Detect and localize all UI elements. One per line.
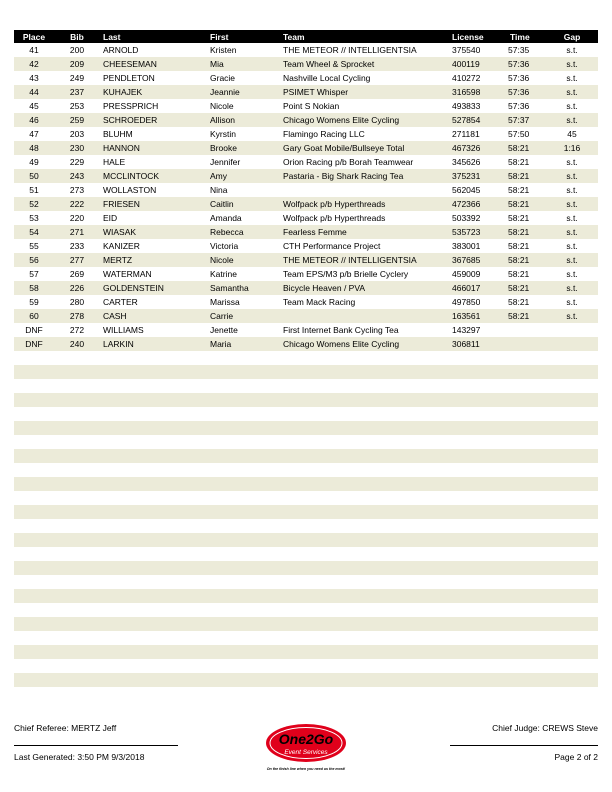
empty-row — [14, 449, 598, 463]
logo-subtitle: Event Services — [284, 749, 328, 756]
cell-team: Team EPS/M3 p/b Brielle Cyclery — [283, 269, 409, 279]
cell-place: 45 — [29, 101, 39, 111]
cell-gap: s.t. — [566, 297, 578, 307]
empty-row — [14, 547, 598, 561]
table-row — [14, 71, 598, 85]
empty-row — [14, 351, 598, 365]
cell-place: 42 — [29, 59, 39, 69]
cell-place: 55 — [29, 241, 39, 251]
cell-last: KUHAJEK — [103, 87, 143, 97]
table-row — [14, 253, 598, 267]
table-row — [14, 281, 598, 295]
cell-gap: s.t. — [566, 157, 578, 167]
cell-place: 59 — [29, 297, 39, 307]
cell-first: Amanda — [210, 213, 242, 223]
cell-team: Wolfpack p/b Hyperthreads — [283, 213, 386, 223]
cell-last: CARTER — [103, 297, 138, 307]
cell-gap: s.t. — [566, 311, 578, 321]
cell-place: 54 — [29, 227, 39, 237]
cell-team: CTH Performance Project — [283, 241, 381, 251]
cell-license: 497850 — [452, 297, 481, 307]
cell-license: 535723 — [452, 227, 481, 237]
cell-place: 50 — [29, 171, 39, 181]
header-gap: Gap — [563, 32, 581, 42]
table-row — [14, 239, 598, 253]
cell-license: 400119 — [452, 59, 480, 69]
cell-bib: 259 — [69, 115, 85, 125]
cell-place: 48 — [29, 143, 39, 153]
cell-first: Victoria — [210, 241, 239, 251]
cell-team: Chicago Womens Elite Cycling — [283, 115, 400, 125]
table-row — [14, 169, 598, 183]
cell-gap: s.t. — [566, 87, 578, 97]
cell-bib: 280 — [69, 297, 85, 307]
cell-team: Gary Goat Mobile/Bullseye Total — [283, 143, 405, 153]
cell-first: Nicole — [210, 101, 234, 111]
cell-license: 383001 — [452, 241, 481, 251]
cell-license: 143297 — [452, 325, 481, 335]
cell-place: 56 — [29, 255, 39, 265]
cell-time: 58:21 — [508, 311, 530, 321]
cell-license: 493833 — [452, 101, 481, 111]
table-row — [14, 113, 598, 127]
cell-last: KANIZER — [103, 241, 140, 251]
cell-last: PENDLETON — [103, 73, 155, 83]
cell-first: Kristen — [210, 45, 237, 55]
judge-signature-line — [450, 745, 598, 746]
cell-first: Maria — [210, 339, 232, 349]
empty-row — [14, 491, 598, 505]
table-row — [14, 127, 598, 141]
cell-first: Jennifer — [210, 157, 241, 167]
cell-place: 52 — [29, 199, 39, 209]
table-row — [14, 57, 598, 71]
cell-time: 58:21 — [508, 185, 530, 195]
cell-license: 271181 — [452, 129, 480, 139]
cell-team: Team Wheel & Sprocket — [283, 59, 375, 69]
cell-place: 57 — [29, 269, 39, 279]
cell-license: 466017 — [452, 283, 481, 293]
one2go-logo — [256, 723, 356, 775]
table-row — [14, 211, 598, 225]
cell-first: Brooke — [210, 143, 237, 153]
cell-gap: 1:16 — [563, 143, 581, 153]
empty-row — [14, 645, 598, 659]
empty-row — [14, 575, 598, 589]
cell-team: Orion Racing p/b Borah Teamwear — [283, 157, 414, 167]
cell-first: Kyrstin — [210, 129, 236, 139]
cell-team: THE METEOR // INTELLIGENTSIA — [283, 45, 417, 55]
cell-team: Wolfpack p/b Hyperthreads — [283, 199, 386, 209]
empty-row — [14, 421, 598, 435]
cell-time: 58:21 — [508, 297, 530, 307]
empty-row — [14, 393, 598, 407]
cell-gap: s.t. — [566, 115, 578, 125]
cell-bib: 240 — [69, 339, 85, 349]
cell-license: 316598 — [452, 87, 481, 97]
empty-row — [14, 631, 598, 645]
header-last: Last — [103, 32, 121, 42]
cell-license: 375231 — [452, 171, 481, 181]
cell-gap: s.t. — [566, 199, 578, 209]
cell-place: 43 — [29, 73, 39, 83]
cell-last: MERTZ — [103, 255, 133, 265]
cell-bib: 222 — [69, 199, 85, 209]
empty-row — [14, 505, 598, 519]
table-row — [14, 43, 598, 57]
cell-last: CHEESEMAN — [103, 59, 157, 69]
cell-time: 58:21 — [508, 213, 530, 223]
cell-last: WOLLASTON — [103, 185, 157, 195]
cell-first: Samantha — [210, 283, 249, 293]
page-number: Page 2 of 2 — [554, 752, 598, 762]
cell-bib: 200 — [69, 45, 85, 55]
cell-bib: 230 — [69, 143, 85, 153]
cell-place: 49 — [29, 157, 39, 167]
logo-tagline: On the finish line when you need us the most! — [266, 767, 346, 771]
table-row — [14, 267, 598, 281]
cell-bib: 226 — [69, 283, 85, 293]
cell-license: 503392 — [452, 213, 481, 223]
cell-bib: 273 — [69, 185, 85, 195]
table-header — [14, 30, 598, 43]
cell-time: 58:21 — [508, 157, 530, 167]
cell-license: 367685 — [452, 255, 481, 265]
cell-place: DNF — [25, 339, 43, 349]
cell-license: 410272 — [452, 73, 481, 83]
cell-team: Nashville Local Cycling — [283, 73, 371, 83]
header-place: Place — [22, 32, 46, 42]
last-generated: Last Generated: 3:50 PM 9/3/2018 — [14, 752, 145, 762]
cell-license: 562045 — [452, 185, 481, 195]
empty-row — [14, 659, 598, 673]
cell-time: 58:21 — [508, 255, 530, 265]
cell-time: 57:36 — [508, 73, 530, 83]
cell-last: GOLDENSTEIN — [103, 283, 164, 293]
empty-row — [14, 673, 598, 687]
cell-first: Nicole — [210, 255, 234, 265]
cell-last: BLUHM — [103, 129, 133, 139]
cell-gap: s.t. — [566, 241, 578, 251]
cell-gap: s.t. — [566, 283, 578, 293]
cell-license: 472366 — [452, 199, 481, 209]
cell-first: Nina — [210, 185, 228, 195]
cell-team: Point S Nokian — [283, 101, 340, 111]
cell-last: HALE — [103, 157, 126, 167]
cell-team: First Internet Bank Cycling Tea — [283, 325, 399, 335]
cell-license: 306811 — [452, 339, 480, 349]
cell-gap: s.t. — [566, 73, 578, 83]
cell-time: 57:37 — [508, 115, 530, 125]
table-row — [14, 85, 598, 99]
referee-signature-line — [14, 745, 178, 746]
cell-place: 41 — [29, 45, 39, 55]
empty-row — [14, 365, 598, 379]
cell-license: 467326 — [452, 143, 481, 153]
cell-team: THE METEOR // INTELLIGENTSIA — [283, 255, 417, 265]
table-row — [14, 99, 598, 113]
cell-gap: s.t. — [566, 45, 578, 55]
empty-row — [14, 589, 598, 603]
cell-gap: s.t. — [566, 171, 578, 181]
cell-last: WATERMAN — [103, 269, 152, 279]
cell-bib: 278 — [69, 311, 85, 321]
cell-gap: s.t. — [566, 101, 578, 111]
cell-last: WILLIAMS — [103, 325, 144, 335]
cell-place: 46 — [29, 115, 39, 125]
cell-bib: 271 — [69, 227, 85, 237]
cell-last: HANNON — [103, 143, 140, 153]
cell-time: 58:21 — [508, 227, 530, 237]
cell-team: Pastaria - Big Shark Racing Tea — [283, 171, 404, 181]
cell-gap: s.t. — [566, 59, 578, 69]
empty-row — [14, 379, 598, 393]
cell-time: 58:21 — [508, 269, 530, 279]
cell-bib: 237 — [69, 87, 85, 97]
header-license: License — [452, 32, 484, 42]
header-first: First — [210, 32, 229, 42]
header-team: Team — [283, 32, 305, 42]
empty-row — [14, 519, 598, 533]
cell-gap: s.t. — [566, 255, 578, 265]
cell-time: 57:36 — [508, 87, 530, 97]
cell-bib: 253 — [69, 101, 85, 111]
cell-last: ARNOLD — [103, 45, 139, 55]
cell-bib: 272 — [69, 325, 85, 335]
cell-time: 58:21 — [508, 283, 530, 293]
cell-first: Mia — [210, 59, 224, 69]
empty-row — [14, 603, 598, 617]
cell-team: Fearless Femme — [283, 227, 347, 237]
empty-row — [14, 435, 598, 449]
table-row — [14, 225, 598, 239]
cell-bib: 220 — [69, 213, 85, 223]
cell-first: Marissa — [210, 297, 240, 307]
table-row — [14, 197, 598, 211]
cell-last: SCHROEDER — [103, 115, 158, 125]
table-row — [14, 337, 598, 351]
cell-last: LARKIN — [103, 339, 134, 349]
empty-row — [14, 617, 598, 631]
empty-row — [14, 407, 598, 421]
cell-license: 163561 — [452, 311, 481, 321]
cell-license: 375540 — [452, 45, 481, 55]
cell-license: 345626 — [452, 157, 481, 167]
cell-place: 51 — [29, 185, 39, 195]
table-row — [14, 309, 598, 323]
cell-bib: 209 — [69, 59, 85, 69]
cell-time: 57:50 — [508, 129, 530, 139]
empty-row — [14, 561, 598, 575]
cell-place: 47 — [29, 129, 39, 139]
empty-rows — [14, 351, 598, 701]
table-row — [14, 141, 598, 155]
header-time: Time — [510, 32, 530, 42]
logo-wordmark: One2Go — [278, 731, 334, 747]
cell-last: PRESSPRICH — [103, 101, 159, 111]
empty-row — [14, 463, 598, 477]
cell-gap: s.t. — [566, 269, 578, 279]
cell-last: WIASAK — [103, 227, 137, 237]
cell-place: 58 — [29, 283, 39, 293]
cell-place: 53 — [29, 213, 39, 223]
cell-time: 57:36 — [508, 101, 530, 111]
cell-place: 44 — [29, 87, 39, 97]
cell-time: 57:35 — [508, 45, 530, 55]
cell-last: MCCLINTOCK — [103, 171, 160, 181]
cell-last: CASH — [103, 311, 127, 321]
chief-referee: Chief Referee: MERTZ Jeff — [14, 723, 117, 733]
header-bib: Bib — [70, 32, 84, 42]
cell-first: Caitlin — [210, 199, 234, 209]
cell-bib: 249 — [69, 73, 85, 83]
cell-bib: 269 — [69, 269, 85, 279]
table-row — [14, 323, 598, 337]
cell-time: 58:21 — [508, 171, 530, 181]
cell-first: Katrine — [210, 269, 237, 279]
cell-first: Amy — [210, 171, 227, 181]
cell-first: Gracie — [210, 73, 236, 83]
cell-bib: 229 — [69, 157, 85, 167]
cell-team: Flamingo Racing LLC — [283, 129, 365, 139]
cell-team: PSIMET Whisper — [283, 87, 349, 97]
empty-row — [14, 533, 598, 547]
table-row — [14, 155, 598, 169]
cell-bib: 277 — [69, 255, 85, 265]
table-row — [14, 295, 598, 309]
cell-bib: 243 — [69, 171, 85, 181]
cell-team: Bicycle Heaven / PVA — [283, 283, 366, 293]
cell-first: Jeannie — [210, 87, 240, 97]
cell-gap: s.t. — [566, 185, 578, 195]
cell-time: 58:21 — [508, 241, 530, 251]
cell-bib: 203 — [69, 129, 85, 139]
cell-first: Allison — [210, 115, 236, 125]
cell-first: Carrie — [210, 311, 234, 321]
cell-place: DNF — [25, 325, 43, 335]
results-table — [14, 43, 598, 351]
cell-bib: 233 — [69, 241, 85, 251]
cell-gap: s.t. — [566, 213, 578, 223]
cell-last: EID — [103, 213, 118, 223]
cell-first: Jenette — [210, 325, 238, 335]
cell-last: FRIESEN — [103, 199, 140, 209]
cell-place: 60 — [29, 311, 39, 321]
cell-gap: 45 — [567, 129, 577, 139]
cell-time: 58:21 — [508, 199, 530, 209]
cell-time: 58:21 — [508, 143, 530, 153]
empty-row — [14, 687, 598, 701]
chief-judge: Chief Judge: CREWS Steve — [492, 723, 598, 733]
cell-team: Team Mack Racing — [283, 297, 356, 307]
cell-time: 57:36 — [508, 59, 530, 69]
table-row — [14, 183, 598, 197]
cell-license: 527854 — [452, 115, 481, 125]
cell-license: 459009 — [452, 269, 481, 279]
cell-team: Chicago Womens Elite Cycling — [283, 339, 400, 349]
empty-row — [14, 477, 598, 491]
cell-gap: s.t. — [566, 227, 578, 237]
cell-first: Rebecca — [210, 227, 244, 237]
